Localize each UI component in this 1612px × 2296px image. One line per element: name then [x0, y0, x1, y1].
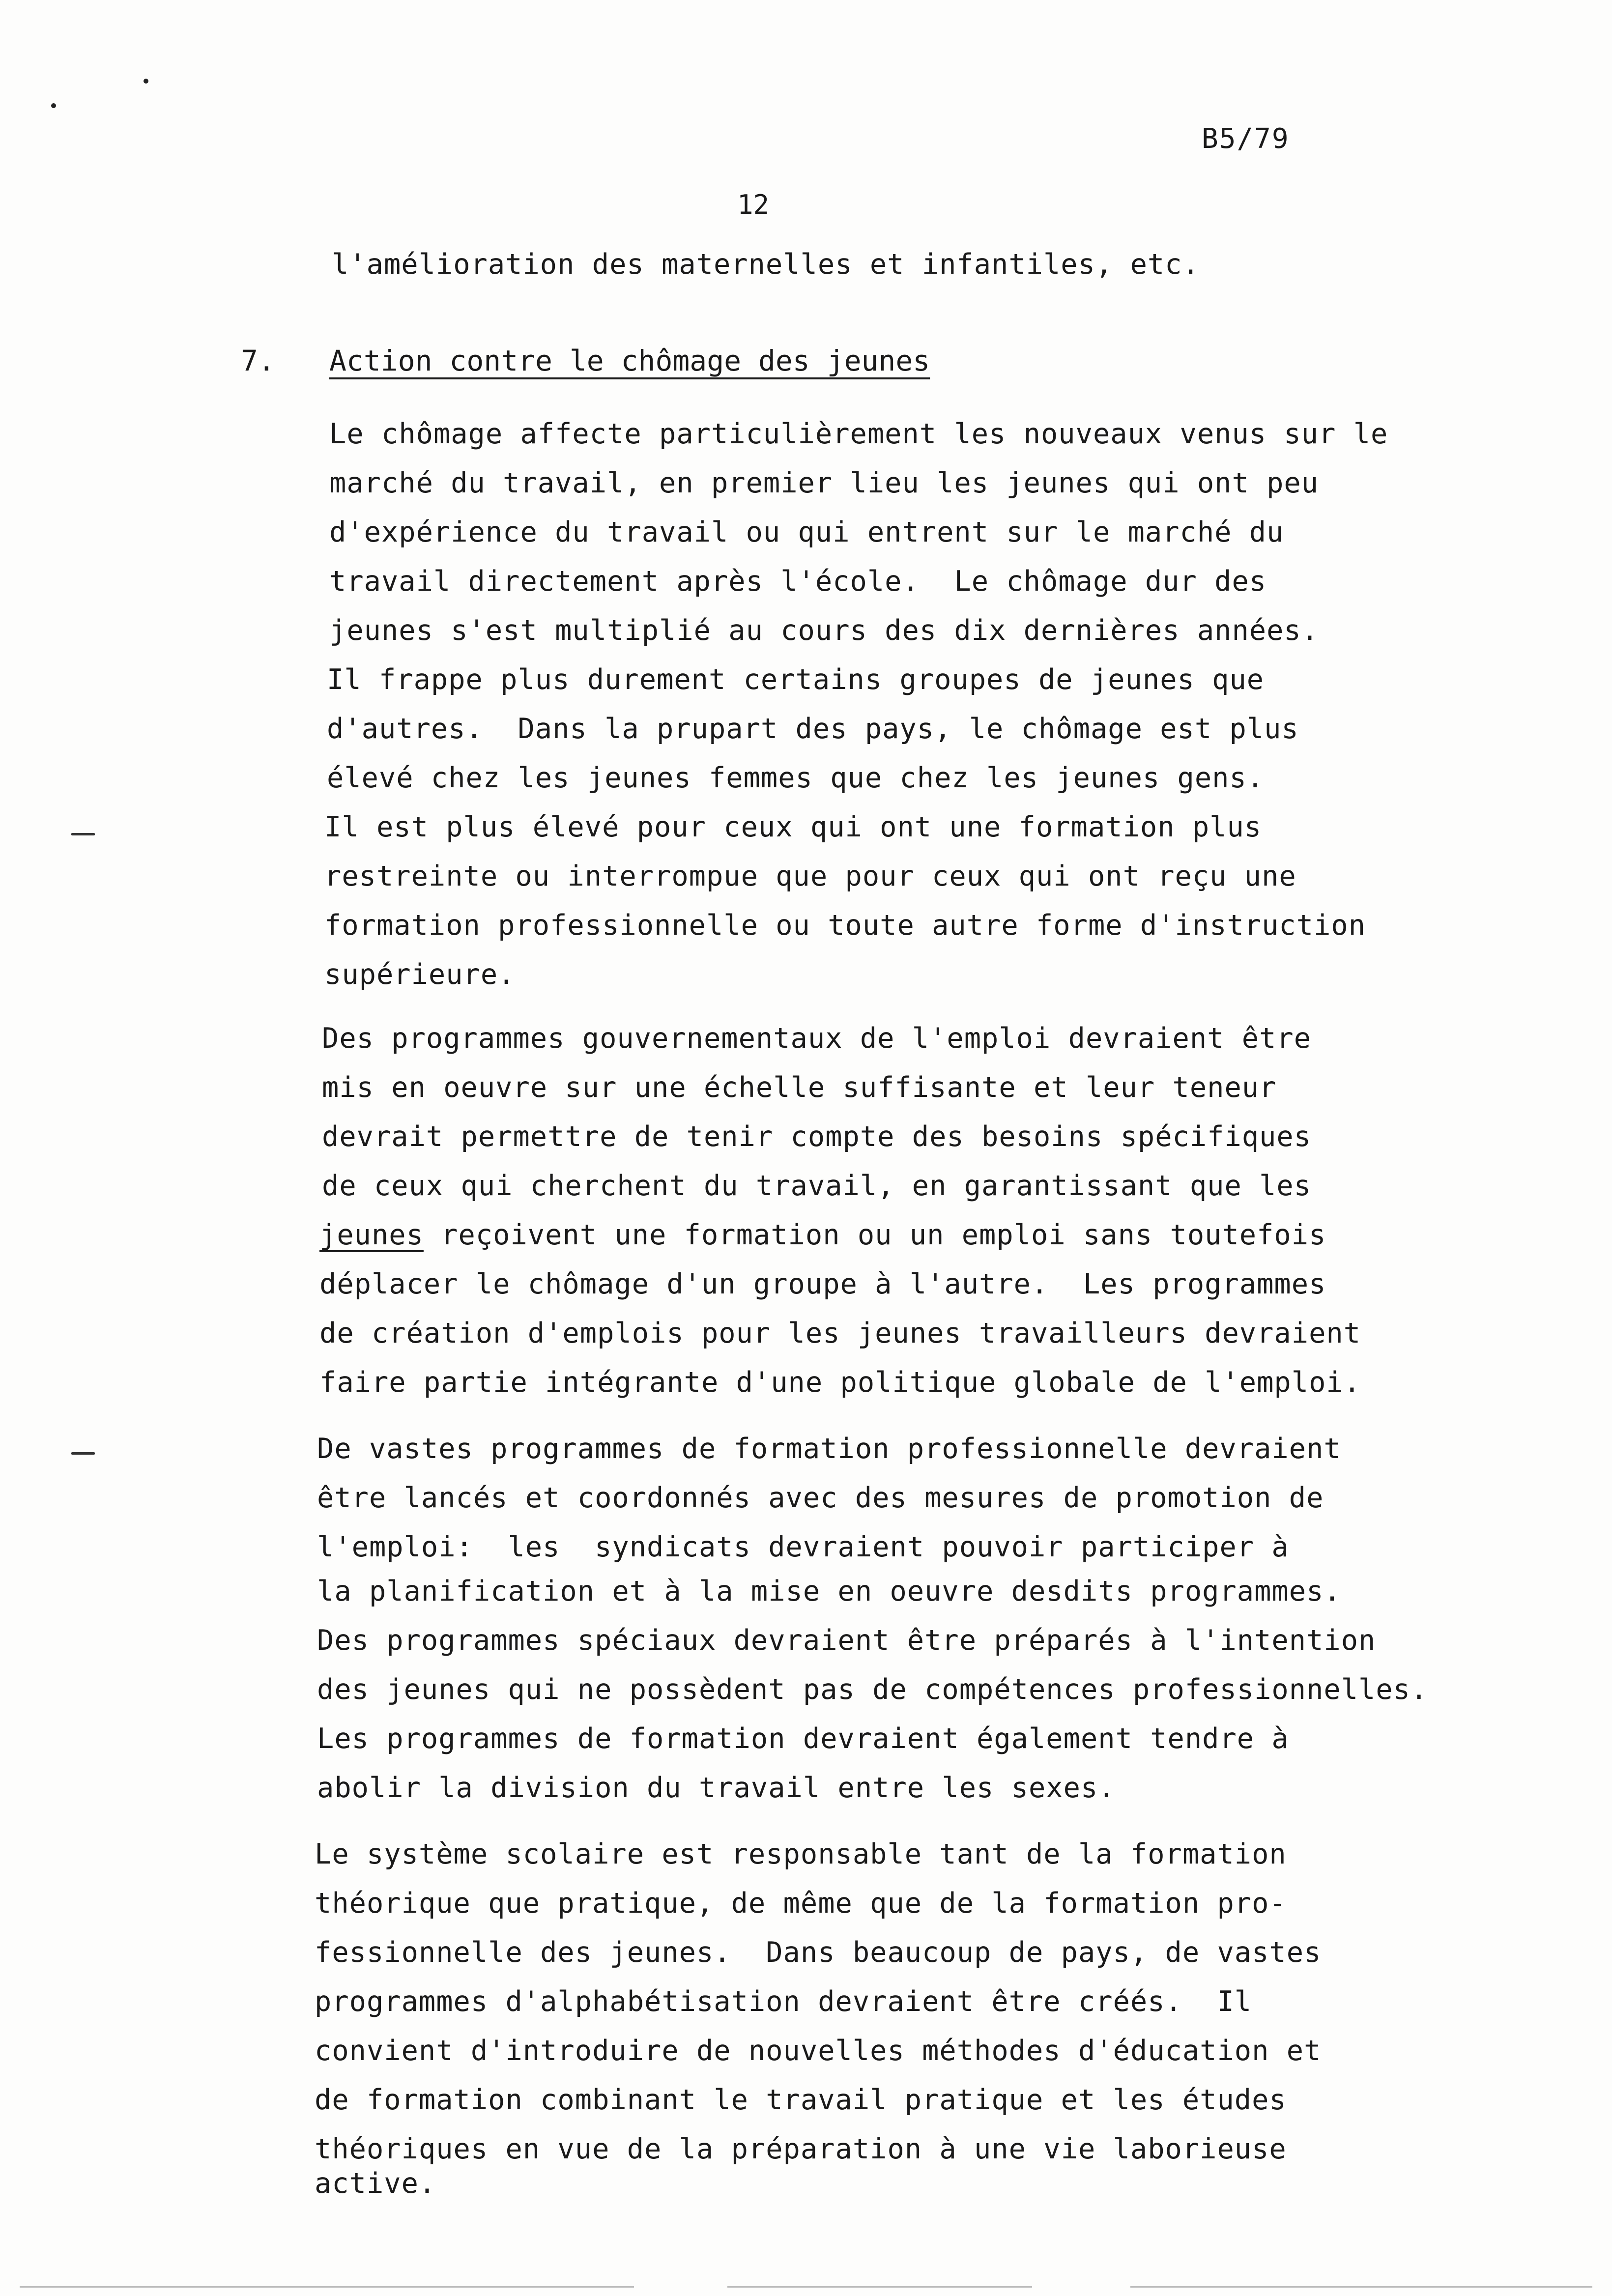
text-line: faire partie intégrante d'une politique globale de l'emploi.: [319, 1366, 1361, 1399]
text-line: jeunes s'est multiplié au cours des dix dernières années.: [329, 614, 1319, 647]
text-line: être lancés et coordonnés avec des mesures de promotion de: [317, 1482, 1324, 1514]
text-line: fessionnelle des jeunes. Dans beaucoup de pays, de vastes: [315, 1936, 1322, 1969]
text-line: élevé chez les jeunes femmes que chez les jeunes gens.: [327, 762, 1265, 794]
text-line: Il frappe plus durement certains groupes de jeunes que: [327, 663, 1265, 696]
section-number: 7.: [241, 344, 275, 377]
continuation-line: l'amélioration des maternelles et infantiles, etc.: [332, 248, 1200, 281]
text-line: mis en oeuvre sur une échelle suffisante et leur teneur: [322, 1071, 1277, 1104]
text-line: déplacer le chômage d'un groupe à l'autre. Les programmes: [319, 1268, 1326, 1300]
text-line: convient d'introduire de nouvelles méthodes d'éducation et: [315, 2035, 1322, 2067]
scan-speck: [51, 103, 56, 108]
text-line: théorique que pratique, de même que de la formation pro-: [315, 1887, 1287, 1920]
text-line: devrait permettre de tenir compte des besoins spécifiques: [322, 1120, 1312, 1153]
text-line: de ceux qui cherchent du travail, en garantissant que les: [322, 1170, 1312, 1202]
text-line: marché du travail, en premier lieu les jeunes qui ont peu: [329, 467, 1319, 499]
text-line: la planification et à la mise en oeuvre desdits programmes.: [317, 1575, 1341, 1607]
text-line: de formation combinant le travail pratique et les études: [315, 2084, 1287, 2116]
text-line: l'emploi: les syndicats devraient pouvoir participer à: [317, 1531, 1289, 1563]
page-number: 12: [737, 189, 770, 220]
text-line: abolir la division du travail entre les sexes.: [317, 1772, 1116, 1804]
text-line: Des programmes spéciaux devraient être préparés à l'intention: [317, 1624, 1376, 1657]
scan-edge-rule: [1130, 2286, 1592, 2288]
text-line: des jeunes qui ne possèdent pas de compétences professionnelles.: [317, 1673, 1428, 1706]
margin-mark: [71, 833, 95, 835]
text-line: Les programmes de formation devraient également tendre à: [317, 1722, 1289, 1755]
text-line: De vastes programmes de formation professionnelle devraient: [317, 1433, 1341, 1465]
scan-speck: [144, 79, 148, 84]
text-line: Des programmes gouvernementaux de l'emploi devraient être: [322, 1022, 1312, 1055]
document-reference: B5/79: [1202, 123, 1290, 155]
text-line: jeunes reçoivent une formation ou un emploi sans toutefois: [319, 1219, 1326, 1251]
text-line: Le système scolaire est responsable tant de la formation: [315, 1838, 1287, 1870]
text-line: active.: [315, 2167, 436, 2200]
margin-mark: [71, 1452, 95, 1455]
text-line: formation professionnelle ou toute autre forme d'instruction: [324, 909, 1366, 942]
scan-edge-rule: [727, 2286, 1032, 2288]
text-line: travail directement après l'école. Le chômage dur des: [329, 565, 1267, 598]
text-line: théoriques en vue de la préparation à une vie laborieuse: [315, 2133, 1287, 2165]
section-title: Action contre le chômage des jeunes: [329, 344, 930, 377]
text-line: de création d'emplois pour les jeunes travailleurs devraient: [319, 1317, 1361, 1349]
text-line: d'autres. Dans la prupart des pays, le chômage est plus: [327, 713, 1299, 745]
text-line: supérieure.: [324, 958, 516, 991]
text-line: d'expérience du travail ou qui entrent sur le marché du: [329, 516, 1284, 548]
text-line: restreinte ou interrompue que pour ceux qui ont reçu une: [324, 860, 1296, 892]
text-line: Il est plus élevé pour ceux qui ont une formation plus: [324, 811, 1262, 843]
text-line: Le chômage affecte particulièrement les nouveaux venus sur le: [329, 418, 1388, 450]
underlined-word: jeunes: [319, 1219, 424, 1251]
scan-edge-rule: [20, 2286, 634, 2288]
text-line: programmes d'alphabétisation devraient être créés. Il: [315, 1985, 1252, 2018]
